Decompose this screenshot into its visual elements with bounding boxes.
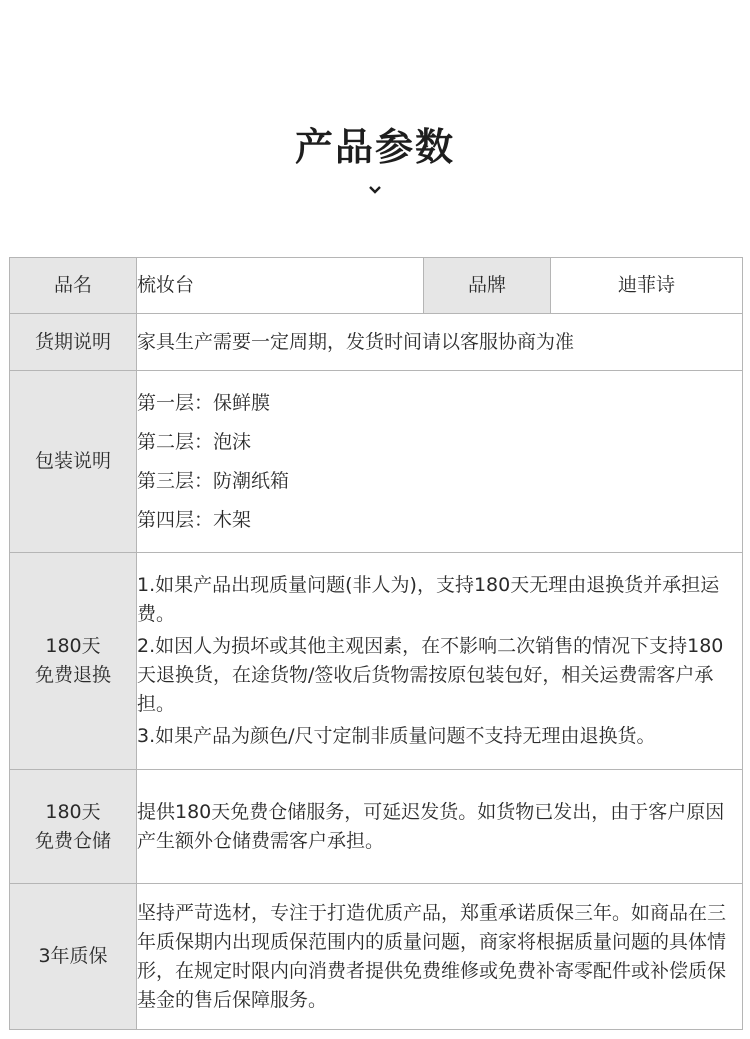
row-storage <box>10 770 743 884</box>
name-value: 梳妆台 <box>137 258 424 314</box>
row-product-name <box>10 258 743 314</box>
storage-label-line1: 180天 <box>45 800 101 823</box>
warranty-label: 3年质保 <box>10 884 137 1030</box>
delivery-label: 货期说明 <box>10 314 137 371</box>
packaging-item: 第一层：保鲜膜 <box>137 391 271 414</box>
packaging-label: 包装说明 <box>10 371 137 553</box>
name-label: 品名 <box>10 258 137 314</box>
returns-label <box>10 553 137 770</box>
returns-label-line1: 180天 <box>45 635 101 657</box>
storage-value: 提供180天免费仓储服务，可延迟发货。如货物已发出，由于客户原因产生额外仓储费需客户承担。 <box>137 770 743 884</box>
storage-label <box>10 770 137 884</box>
packaging-item: 第三层：防潮纸箱 <box>137 469 290 492</box>
returns-label-line2: 免费退换 <box>34 664 111 686</box>
brand-label: 品牌 <box>424 258 551 314</box>
packaging-item: 第二层：泡沫 <box>137 430 252 453</box>
return-policy-item: 2.如因人为损坏或其他主观因素，在不影响二次销售的情况下支持180天退换货，在途货物/签收后货物需按原包装包好，相关运费需客户承担。 <box>137 635 724 715</box>
row-returns <box>10 553 743 770</box>
storage-label-line2: 免费仓储 <box>34 829 111 852</box>
delivery-value: 家具生产需要一定周期，发货时间请以客服协商为准 <box>137 314 743 371</box>
packaging-item: 第四层：木架 <box>137 508 252 531</box>
page-title: 产品参数 <box>294 125 455 169</box>
product-parameters-table <box>9 257 743 1030</box>
row-delivery <box>10 314 743 371</box>
returns-value <box>137 553 743 770</box>
return-policy-item: 3.如果产品为颜色/尺寸定制非质量问题不支持无理由退换货。 <box>137 725 656 747</box>
packaging-value <box>137 371 743 553</box>
row-warranty <box>10 884 743 1030</box>
row-packaging <box>10 371 743 553</box>
brand-value: 迪菲诗 <box>551 258 743 314</box>
chevron-down-icon <box>369 184 381 196</box>
return-policy-item: 1.如果产品出现质量问题(非人为)，支持180天无理由退换货并承担运费。 <box>137 574 720 625</box>
warranty-value: 坚持严苛选材，专注于打造优质产品，郑重承诺质保三年。如商品在三年质保期内出现质保范围内的质量问题，商家将根据质量问题的具体情形，在规定时限内向消费者提供免费维修或免费补寄零配件或补偿质保基金的售后保障服务。 <box>137 884 743 1030</box>
